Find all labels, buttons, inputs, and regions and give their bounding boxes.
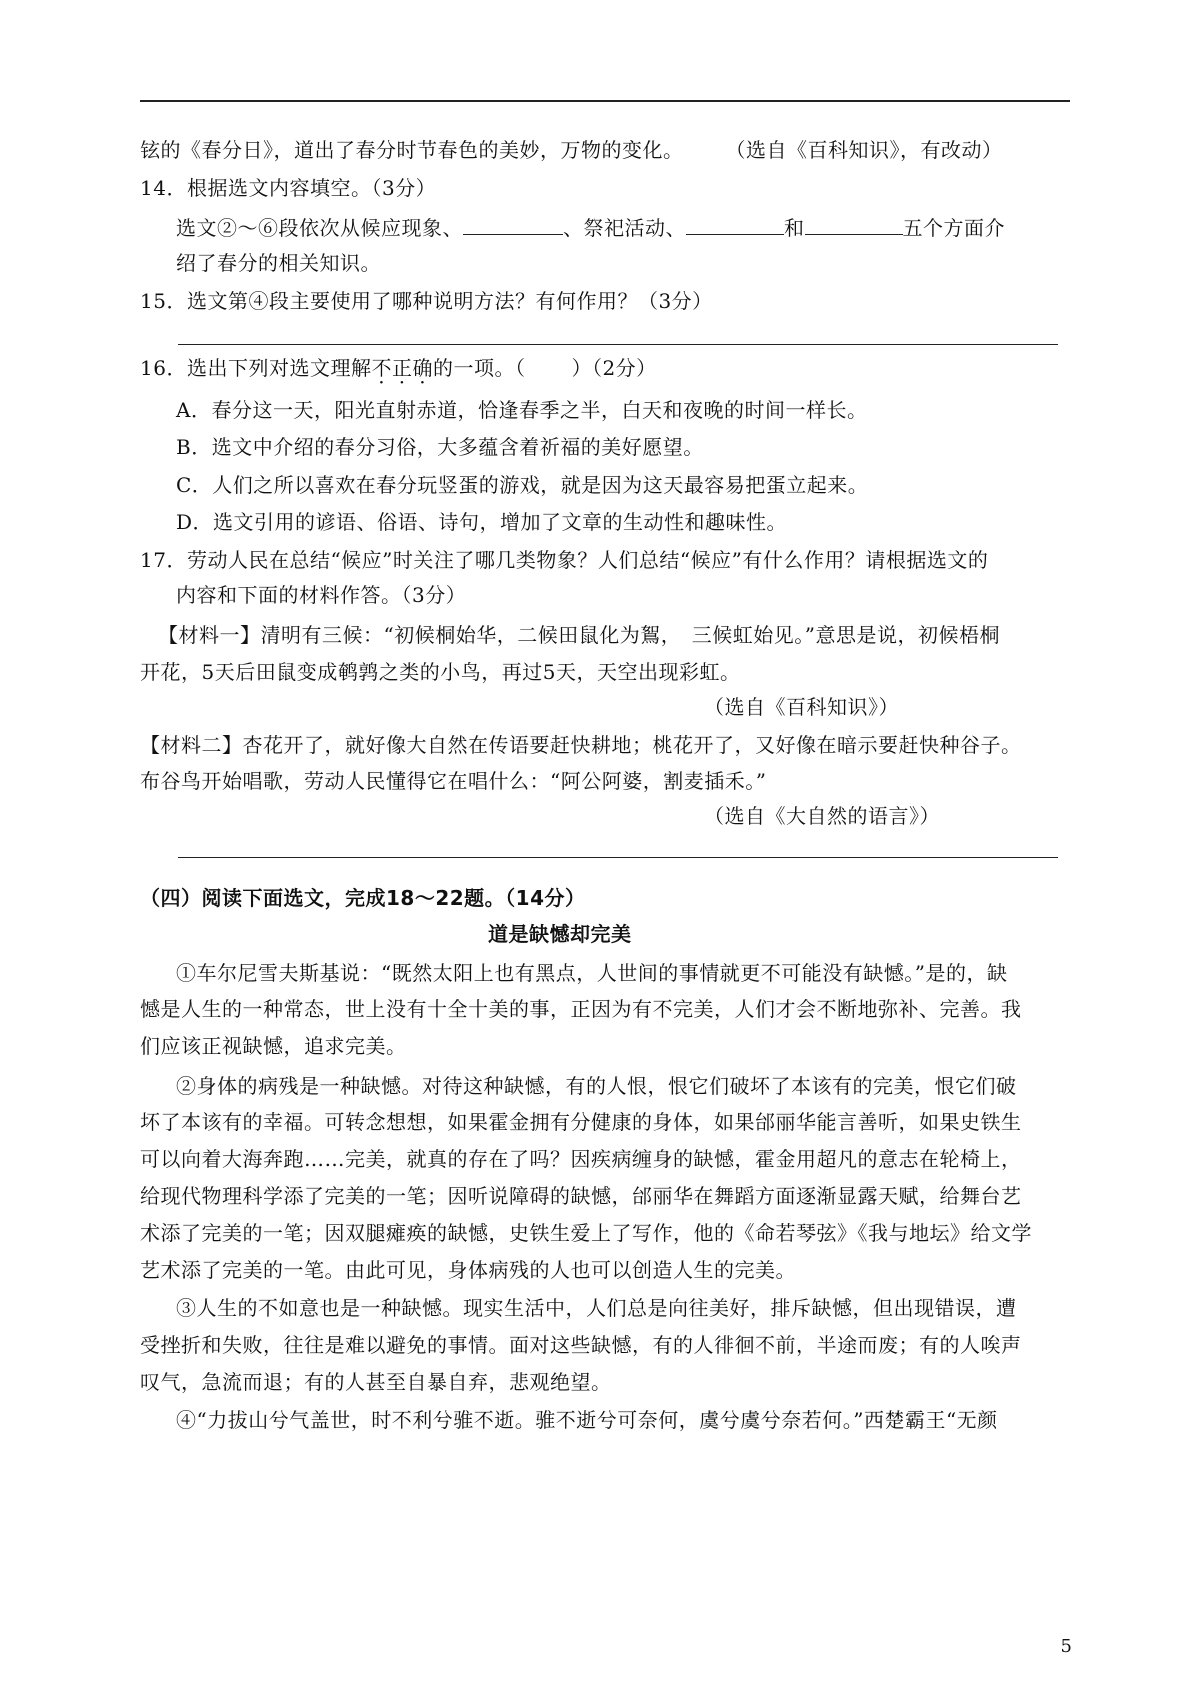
source-note: （选自《百科知识》，有改动） bbox=[725, 138, 1003, 162]
fill-blank-1[interactable] bbox=[463, 214, 563, 235]
paragraph-1-line: 憾是人生的一种常态，世上没有十全十美的事，正因为有不完美，人们才会不断地弥补、完善。我 bbox=[140, 997, 1022, 1021]
paragraph-2-line: ②身体的病残是一种缺憾。对待这种缺憾，有的人恨，恨它们破坏了本该有的完美，恨它们破 bbox=[176, 1074, 1017, 1098]
material-2-line-2: 布谷鸟开始唱歌，劳动人民懂得它在唱什么：“阿公阿婆，割麦插禾。” bbox=[140, 769, 767, 793]
paragraph-1-line: ①车尔尼雪夫斯基说：“既然太阳上也有黑点，人世间的事情就更不可能没有缺憾。”是的，缺 bbox=[176, 961, 1008, 985]
paragraph-2-line: 给现代物理科学添了完美的一笔；因听说障碍的缺憾，邰丽华在舞蹈方面逐渐显露天赋，给舞台艺 bbox=[140, 1184, 1022, 1208]
material-1-source: （选自《百科知识》） bbox=[704, 695, 899, 719]
paragraph-2-line: 艺术添了完美的一笔。由此可见，身体病残的人也可以创造人生的完美。 bbox=[140, 1258, 796, 1282]
question-14-line: 选文②～⑥段依次从候应现象、 、祭祀活动、 和 五个方面介 bbox=[176, 216, 1005, 240]
material-1-line-2: 开花，5天后田鼠变成鹌鹑之类的小鸟，再过5天，天空出现彩虹。 bbox=[140, 660, 741, 684]
paragraph-3-line: 受挫折和失败，往往是难以避免的事情。面对这些缺憾，有的人徘徊不前，半途而废；有的人唉声 bbox=[140, 1333, 1022, 1357]
article-title: 道是缺憾却完美 bbox=[488, 922, 632, 946]
text-line: 铉的《春分日》，道出了春分时节春色的美妙，万物的变化。 （选自《百科知识》，有改动） bbox=[140, 138, 1003, 162]
answer-line-15[interactable] bbox=[178, 344, 1058, 345]
paragraph-1-line: 们应该正视缺憾，追求完美。 bbox=[140, 1034, 407, 1058]
answer-line-17[interactable] bbox=[178, 857, 1058, 858]
question-16-stem: 16．选出下列对选文理解不正确的一项。（ ）（2分） bbox=[140, 356, 657, 380]
question-17-stem: 17．劳动人民在总结“候应”时关注了哪几类物象？人们总结“候应”有什么作用？请根据选文的 bbox=[140, 548, 989, 572]
section-heading: （四）阅读下面选文，完成18～22题。（14分） bbox=[140, 886, 586, 910]
paragraph-3-line: ③人生的不如意也是一种缺憾。现实生活中，人们总是向往美好，排斥缺憾，但出现错误，遭 bbox=[176, 1296, 1017, 1320]
fill-blank-3[interactable] bbox=[805, 214, 903, 235]
header-rule bbox=[140, 100, 1070, 102]
material-1-line-1: 【材料一】清明有三候：“初候桐始华，二候田鼠化为鴽， 三候虹始见。”意思是说，初候梧桐 bbox=[158, 623, 1000, 647]
paragraph-4-line: ④“力拔山兮气盖世，时不利兮骓不逝。骓不逝兮可奈何，虞兮虞兮奈若何。”西楚霸王“无颜 bbox=[176, 1408, 998, 1432]
fill-blank-2[interactable] bbox=[686, 214, 784, 235]
material-2-source: （选自《大自然的语言》） bbox=[704, 804, 940, 828]
option-d: D．选文引用的谚语、俗语、诗句，增加了文章的生动性和趣味性。 bbox=[176, 510, 788, 534]
material-2-line-1: 【材料二】杏花开了，就好像大自然在传语要赶快耕地；桃花开了，又好像在暗示要赶快种谷子。 bbox=[140, 733, 1022, 757]
question-17-stem-2: 内容和下面的材料作答。（3分） bbox=[176, 583, 467, 607]
option-b: B．选文中介绍的春分习俗，大多蕴含着祈福的美好愿望。 bbox=[176, 435, 704, 459]
emphasis-not-correct: 不正确 bbox=[371, 356, 433, 380]
page-number: 5 bbox=[1060, 1636, 1072, 1657]
paragraph-3-line: 叹气，急流而退；有的人甚至自暴自弃，悲观绝望。 bbox=[140, 1370, 612, 1394]
option-a: A．春分这一天，阳光直射赤道，恰逢春季之半，白天和夜晚的时间一样长。 bbox=[176, 398, 868, 422]
question-15-stem: 15．选文第④段主要使用了哪种说明方法？有何作用？（3分） bbox=[140, 289, 713, 313]
option-c: C．人们之所以喜欢在春分玩竖蛋的游戏，就是因为这天最容易把蛋立起来。 bbox=[176, 473, 869, 497]
question-14-line-2: 绍了春分的相关知识。 bbox=[176, 251, 381, 275]
paragraph-2-line: 坏了本该有的幸福。可转念想想，如果霍金拥有分健康的身体，如果邰丽华能言善听，如果史铁生 bbox=[140, 1110, 1022, 1134]
question-14-stem: 14．根据选文内容填空。（3分） bbox=[140, 176, 437, 200]
paragraph-2-line: 可以向着大海奔跑……完美，就真的存在了吗？因疾病缠身的缺憾，霍金用超凡的意志在轮椅上， bbox=[140, 1147, 1022, 1171]
paragraph-2-line: 术添了完美的一笔；因双腿瘫痪的缺憾，史铁生爱上了写作，他的《命若琴弦》《我与地坛》给文学 bbox=[140, 1221, 1032, 1245]
